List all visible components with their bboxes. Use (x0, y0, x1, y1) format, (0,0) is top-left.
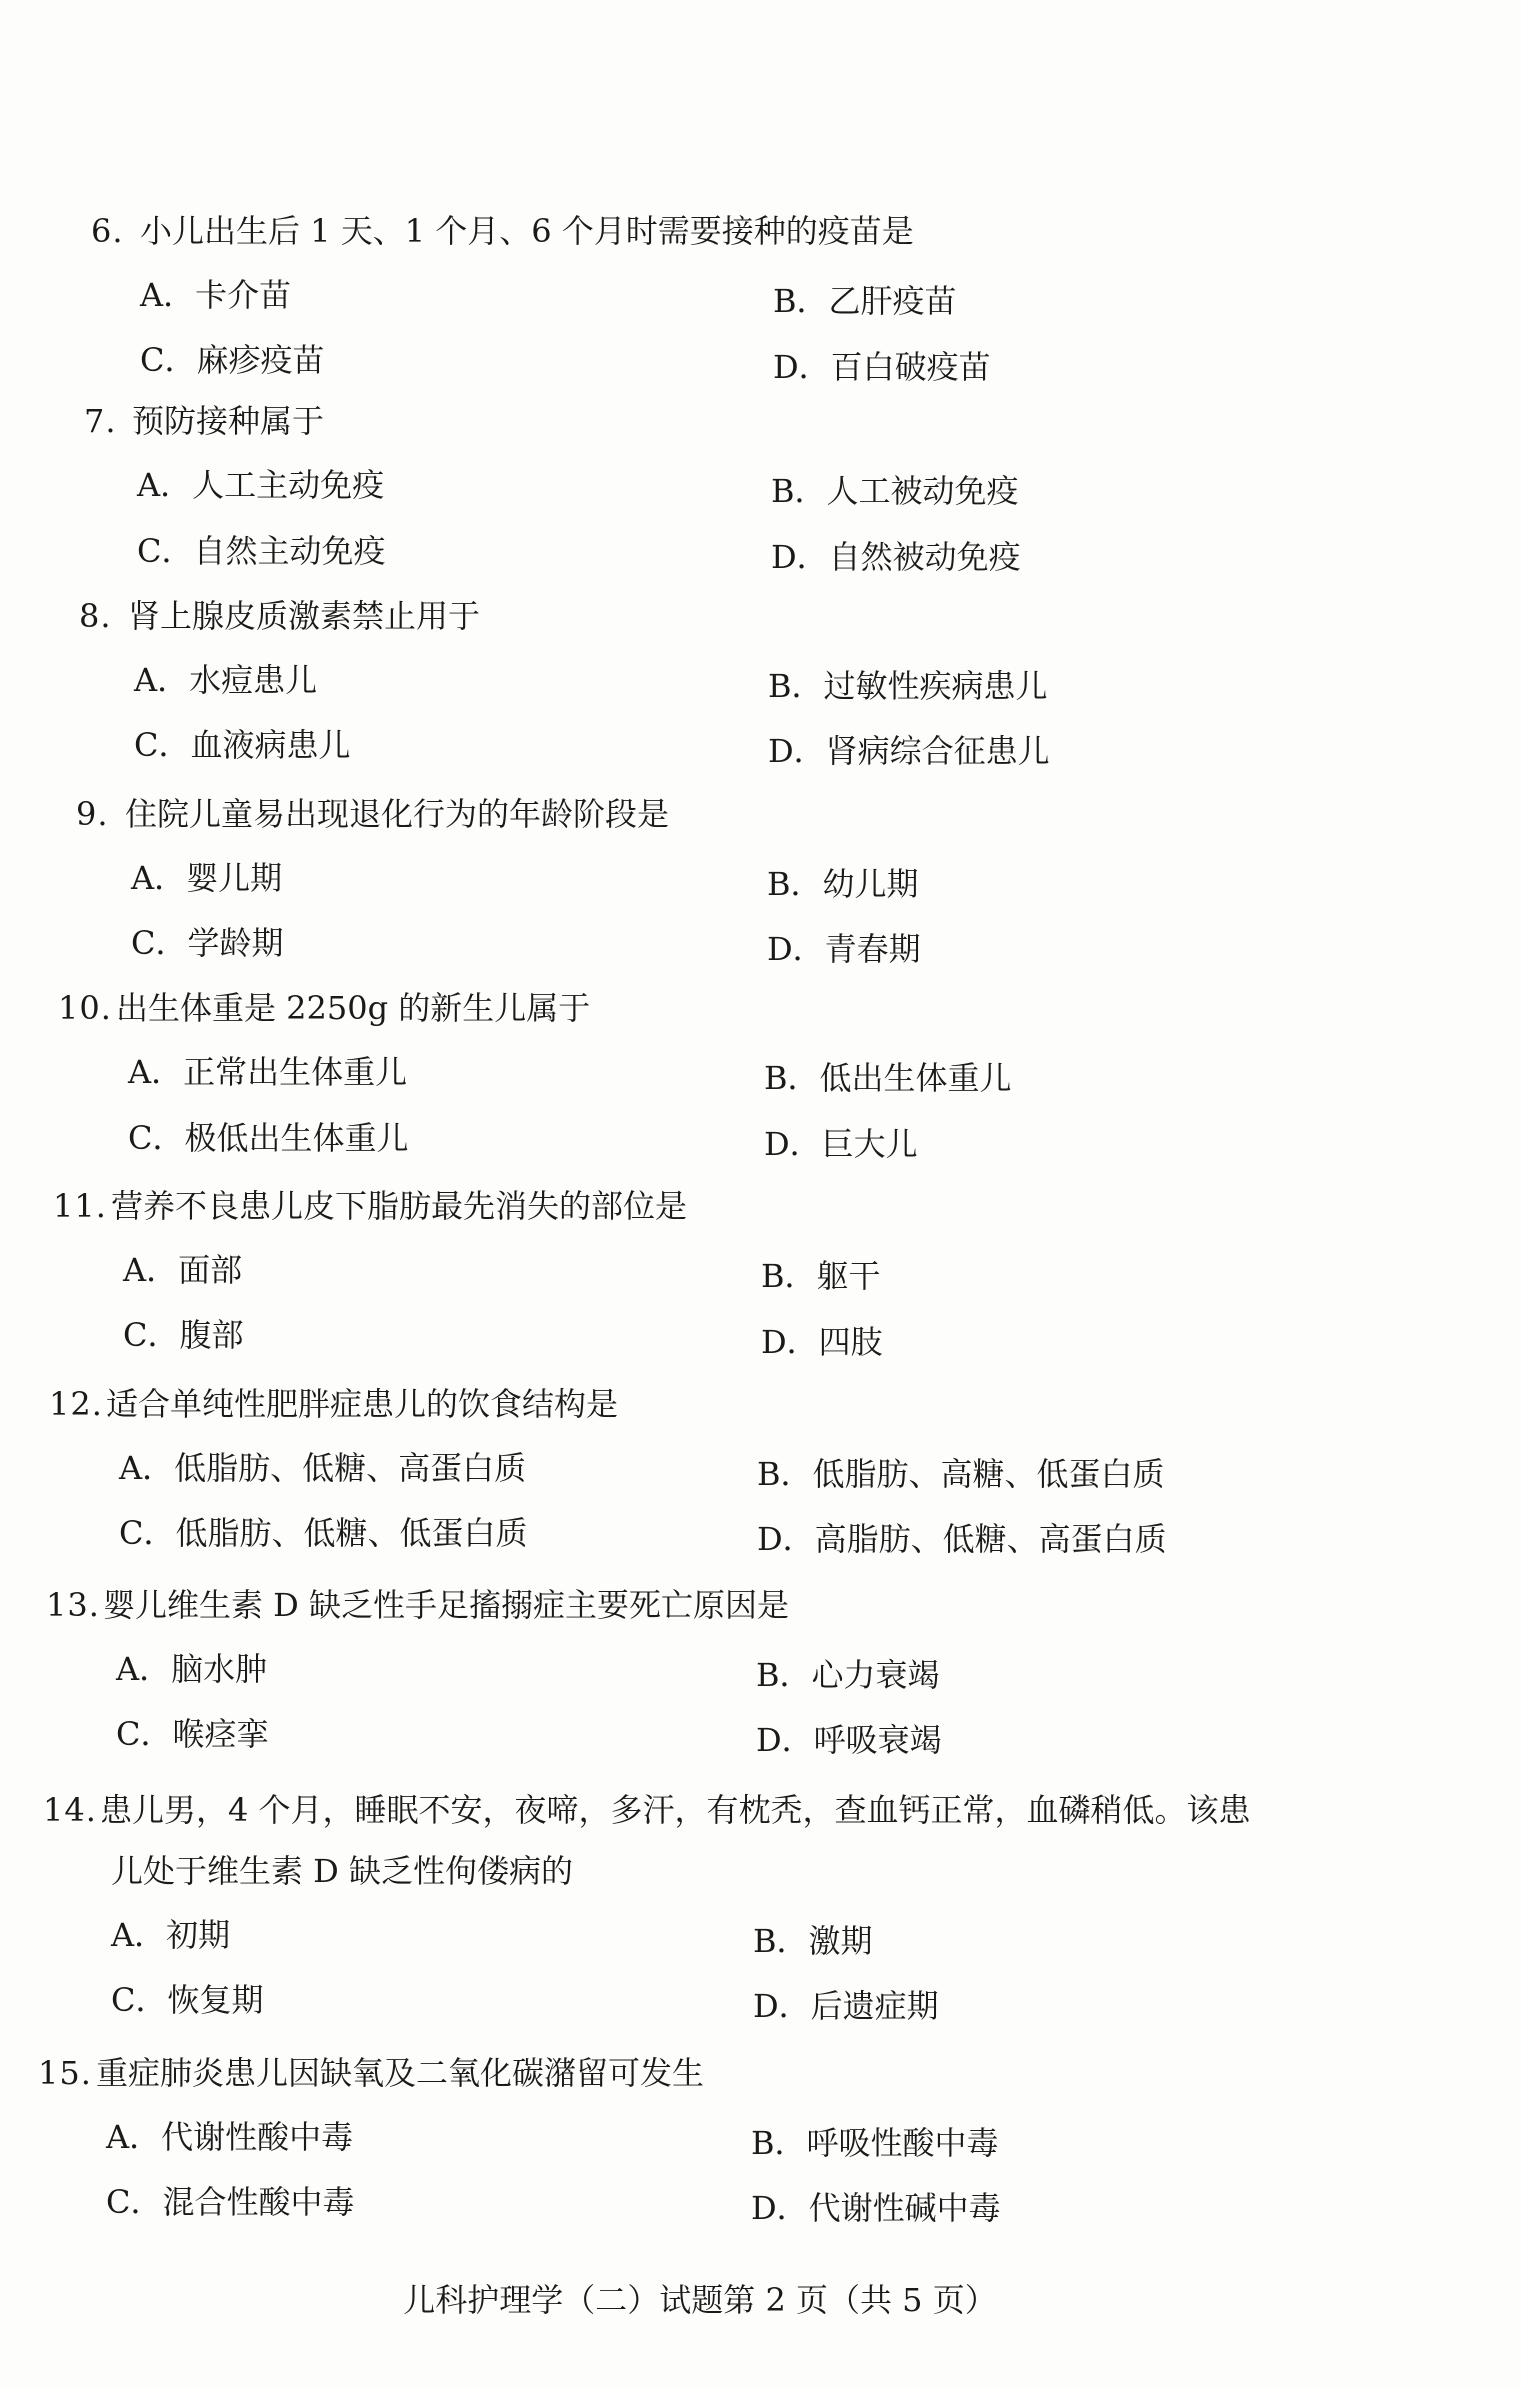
question-stem: 住院儿童易出现退化行为的年龄阶段是 (125, 795, 670, 833)
option-d: D．代谢性碱中毒 (751, 2189, 1001, 2227)
option-a: A．面部 (123, 1251, 243, 1289)
option-a: A．初期 (111, 1916, 231, 1954)
option-d: D．巨大儿 (764, 1125, 918, 1163)
option-a: A．水痘患儿 (134, 661, 318, 699)
option-b: B．过敏性疾病患儿 (768, 667, 1048, 705)
option-c: C．恢复期 (111, 1981, 264, 2019)
question-number: 9. (76, 795, 109, 833)
option-b: B．低出生体重儿 (764, 1059, 1012, 1097)
option-c: C．血液病患儿 (134, 726, 351, 764)
question-stem: 婴儿维生素 D 缺乏性手足搐搦症主要死亡原因是 (103, 1586, 790, 1624)
option-b: B．低脂肪、高糖、低蛋白质 (757, 1455, 1165, 1493)
option-b: B．人工被动免疫 (771, 472, 1019, 510)
question-stem: 重症肺炎患儿因缺氧及二氧化碳潴留可发生 (96, 2054, 705, 2092)
option-b: B．躯干 (761, 1257, 881, 1295)
question-stem: 患儿男，4 个月，睡眠不安，夜啼，多汗，有枕秃，查血钙正常，血磷稍低。该患 (100, 1791, 1251, 1829)
question-number: 10. (58, 989, 112, 1027)
option-c: C．自然主动免疫 (137, 532, 386, 570)
option-d: D．自然被动免疫 (771, 538, 1021, 576)
option-b: B．激期 (753, 1922, 873, 1960)
question-number: 15. (38, 2054, 92, 2092)
option-a: A．婴儿期 (131, 859, 283, 897)
question-stem: 肾上腺皮质激素禁止用于 (128, 597, 481, 635)
option-d: D．呼吸衰竭 (756, 1721, 942, 1759)
question-stem: 小儿出生后 1 天、1 个月、6 个月时需要接种的疫苗是 (140, 212, 914, 250)
question-number: 11. (53, 1187, 107, 1225)
option-b: B．心力衰竭 (756, 1656, 940, 1694)
question-number: 8. (79, 597, 112, 635)
option-c: C．混合性酸中毒 (106, 2183, 355, 2221)
question-number: 13. (46, 1586, 100, 1624)
option-c: C．学龄期 (131, 924, 284, 962)
question-number: 6. (91, 212, 124, 250)
question-stem: 出生体重是 2250g 的新生儿属于 (116, 989, 591, 1027)
option-d: D．高脂肪、低糖、高蛋白质 (757, 1520, 1167, 1558)
option-a: A．低脂肪、低糖、高蛋白质 (119, 1449, 527, 1487)
question-stem: 适合单纯性肥胖症患儿的饮食结构是 (106, 1385, 619, 1423)
option-b: B．乙肝疫苗 (773, 282, 957, 320)
question-stem: 预防接种属于 (132, 402, 325, 440)
question-stem-continued: 儿处于维生素 D 缺乏性佝偻病的 (111, 1852, 574, 1890)
option-d: D．青春期 (767, 930, 921, 968)
page-footer: 儿科护理学（二）试题第 2 页（共 5 页） (403, 2281, 997, 2319)
question-number: 14. (43, 1791, 97, 1829)
option-c: C．极低出生体重儿 (128, 1119, 409, 1157)
option-a: A．代谢性酸中毒 (106, 2118, 354, 2156)
option-a: A．正常出生体重儿 (128, 1053, 408, 1091)
option-b: B．呼吸性酸中毒 (751, 2124, 999, 2162)
option-a: A．卡介苗 (140, 276, 292, 314)
option-a: A．人工主动免疫 (137, 466, 385, 504)
question-number: 7. (84, 402, 117, 440)
option-a: A．脑水肿 (116, 1650, 268, 1688)
option-c: C．腹部 (123, 1316, 244, 1354)
question-stem: 营养不良患儿皮下脂肪最先消失的部位是 (111, 1187, 688, 1225)
option-c: C．喉痉挛 (116, 1715, 269, 1753)
question-number: 12. (49, 1385, 103, 1423)
option-d: D．百白破疫苗 (773, 348, 991, 386)
option-c: C．低脂肪、低糖、低蛋白质 (119, 1514, 528, 1552)
option-c: C．麻疹疫苗 (140, 341, 325, 379)
option-d: D．四肢 (761, 1323, 883, 1361)
option-d: D．肾病综合征患儿 (768, 732, 1050, 770)
option-b: B．幼儿期 (767, 865, 919, 903)
option-d: D．后遗症期 (753, 1987, 939, 2025)
